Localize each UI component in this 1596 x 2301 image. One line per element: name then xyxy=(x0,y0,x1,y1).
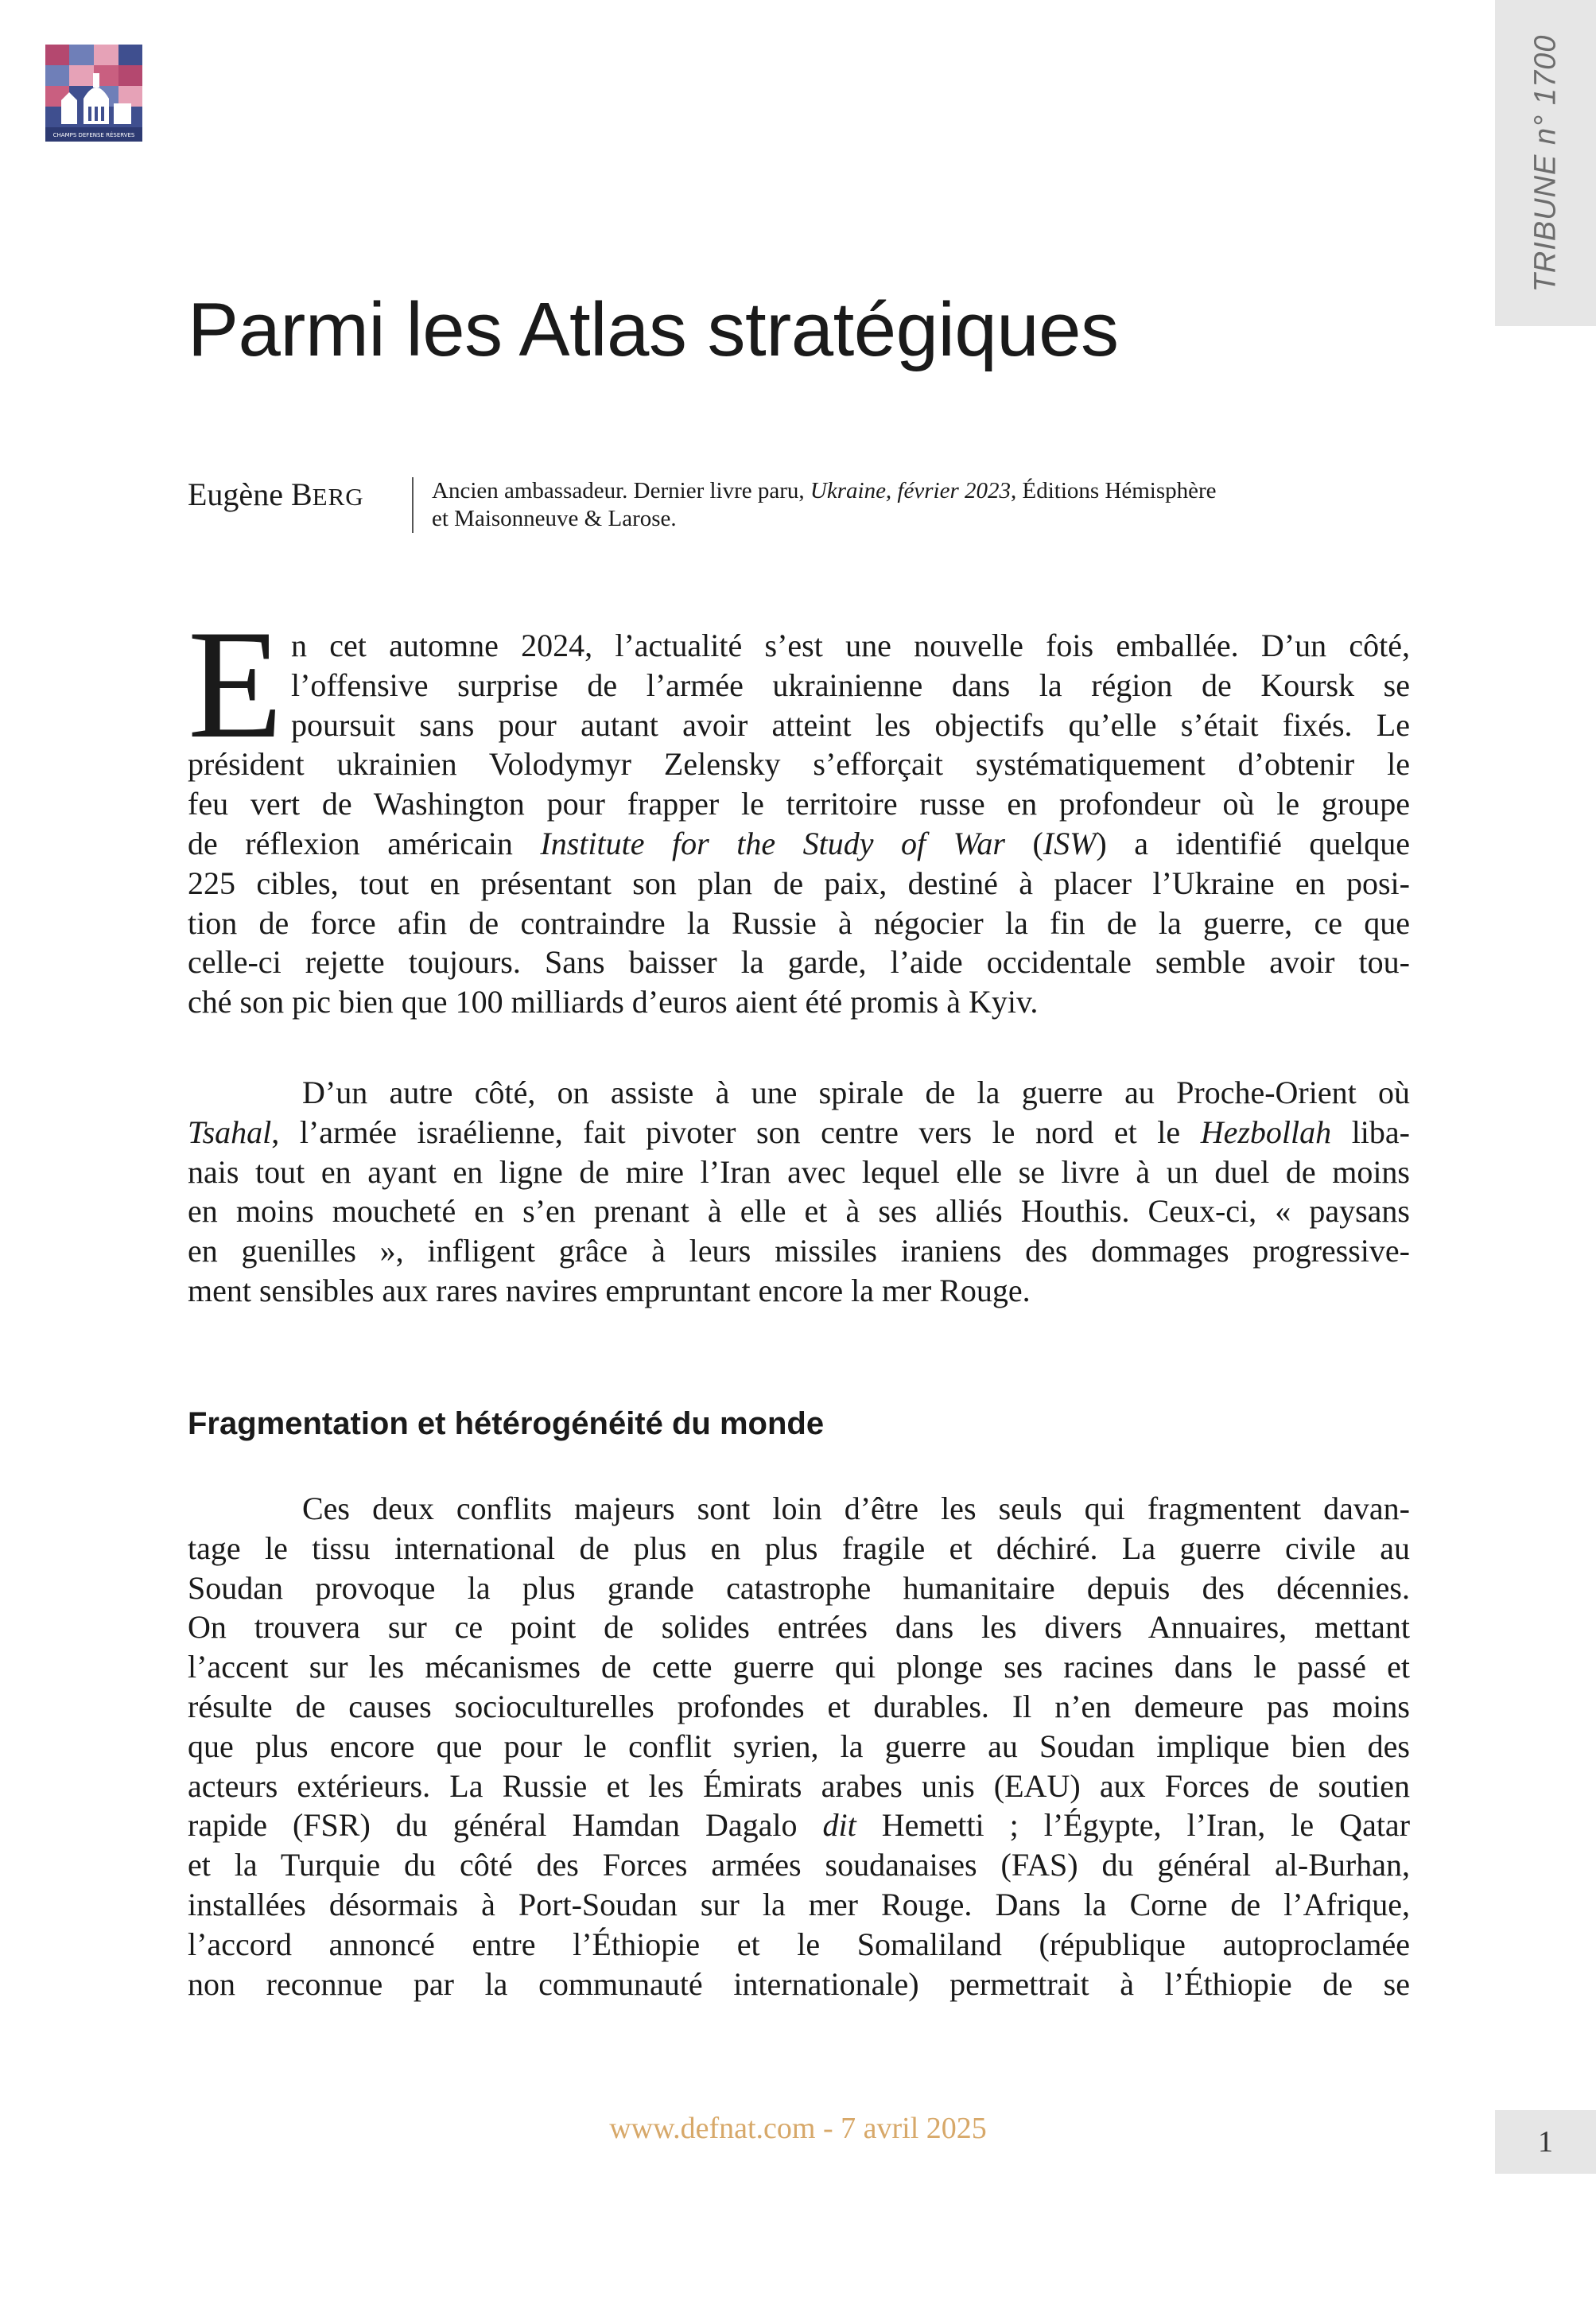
text-line: celle-ci rejette toujours. Sans baisser la garde, l’aide occidentale semble avoir tou- xyxy=(188,944,1410,981)
text-line xyxy=(188,1113,1410,1152)
italic-text: Institute for the Study of War xyxy=(540,825,1005,861)
text-line: n cet automne 2024, l’actualité s’est une nouvelle fois emballée. D’un côté, xyxy=(291,628,1410,663)
italic-text: dit xyxy=(822,1807,856,1844)
text-line: et la Turquie du côté des Forces armées soudanaises (FAS) du général al-Burhan, xyxy=(188,1847,1410,1883)
footer-link[interactable]: www.defnat.com - 7 avril 2025 xyxy=(609,2112,987,2145)
text-line: l’offensive surprise de l’armée ukrainienne dans la région de Koursk se xyxy=(291,667,1410,703)
paragraph-1 xyxy=(188,626,1410,1022)
text-line: que plus encore que pour le conflit syrien, la guerre au Soudan implique bien des xyxy=(188,1728,1410,1764)
text-line xyxy=(188,824,1410,864)
text-run: Hemetti ; l’Égypte, l’Iran, le Qatar xyxy=(856,1807,1411,1844)
text-line: tage le tissu international de plus en plus fragile et déchiré. La guerre civile au xyxy=(188,1529,1410,1566)
tribune-label: TRIBUNE n° 1700 xyxy=(1528,34,1562,292)
text-line: Soudan provoque la plus grande catastrophe humanitaire depuis des décennies. xyxy=(188,1569,1410,1606)
text-line: l’accent sur les mécanismes de cette guerre qui plonge ses racines dans le passé et xyxy=(188,1649,1410,1685)
text-line: président ukrainien Volodymyr Zelensky s’efforçait systématiquement d’obtenir le xyxy=(188,746,1410,783)
section-heading: Fragmentation et hétérogénéité du monde xyxy=(188,1406,825,1441)
text-line: 225 cibles, tout en présentant son plan de paix, destiné à placer l’Ukraine en posi- xyxy=(188,865,1410,901)
author-first-name: Eugène xyxy=(188,476,283,512)
italic-text: Tsahal xyxy=(188,1114,272,1150)
text-line: ché son pic bien que 100 milliards d’euros aient été promis à Kyiv. xyxy=(188,984,1039,1020)
sidebar-tab xyxy=(1495,0,1596,326)
paragraph-2 xyxy=(188,1073,1410,1311)
text-run: liba- xyxy=(1331,1114,1410,1150)
text-line: ment sensibles aux rares navires empruntant encore la mer Rouge. xyxy=(188,1272,1031,1308)
article-title: Parmi les Atlas stratégiques xyxy=(188,287,1119,372)
text-run: rapide (FSR) du général Hamdan Dagalo xyxy=(188,1807,823,1844)
text-line: en moins moucheté en s’en prenant à elle et à ses alliés Houthis. Ceux-ci, « paysans xyxy=(188,1193,1410,1230)
italic-text: ISW xyxy=(1043,825,1097,861)
text-run: de réflexion américain xyxy=(188,825,541,861)
author-divider xyxy=(412,477,414,533)
page-number: 1 xyxy=(1495,2110,1596,2174)
author-last-rest: ERG xyxy=(312,483,364,511)
text-line: en guenilles », infligent grâce à leurs missiles iraniens des dommages progressive- xyxy=(188,1233,1410,1269)
bio-book-title: Ukraine, février 2023 xyxy=(810,478,1011,503)
text-run: , l’armée israélienne, fait pivoter son centre vers le nord et le xyxy=(271,1114,1201,1150)
text-line: l’accord annoncé entre l’Éthiopie et le Somaliland (république autoproclamée xyxy=(188,1926,1410,1962)
text-line: Ces deux conflits majeurs sont loin d’être les seuls qui fragmentent davan- xyxy=(302,1491,1410,1526)
text-run: ) a identifié quelque xyxy=(1096,825,1410,861)
paragraph-3 xyxy=(188,1489,1410,2004)
text-line: non reconnue par la communauté internationale) permettrait à l’Éthiopie de se xyxy=(188,1965,1410,2002)
author-last-initial: B xyxy=(290,476,313,512)
text-line: D’un autre côté, on assiste à une spirale de la guerre au Proche-Orient où xyxy=(302,1075,1410,1110)
drop-cap: E xyxy=(188,598,283,771)
text-line: installées désormais à Port-Soudan sur la mer Rouge. Dans la Corne de l’Afrique, xyxy=(188,1886,1410,1922)
text-line xyxy=(188,1805,1410,1845)
text-line: nais tout en ayant en ligne de mire l’Iran avec lequel elle se livre à un duel de moins xyxy=(188,1153,1410,1190)
italic-text: Hezbollah xyxy=(1200,1114,1332,1150)
text-run: ( xyxy=(1004,825,1043,861)
author-name xyxy=(188,476,364,513)
author-bio xyxy=(432,477,1410,533)
text-line: acteurs extérieurs. La Russie et les Émirats arabes unis (EAU) aux Forces de soutien xyxy=(188,1767,1410,1804)
text-line: On trouvera sur ce point de solides entrées dans les divers Annuaires, mettant xyxy=(188,1609,1410,1646)
text-line: feu vert de Washington pour frapper le territoire russe en profondeur où le groupe xyxy=(188,786,1410,822)
bio-text: et Maisonneuve & Larose. xyxy=(432,506,677,531)
text-line: poursuit sans pour autant avoir atteint les objectifs qu’elle s’était fixés. Le xyxy=(291,706,1410,743)
text-line: résulte de causes socioculturelles profondes et durables. Il n’en demeure pas moins xyxy=(188,1688,1410,1724)
publication-logo xyxy=(45,45,142,142)
logo-caption: CHAMPS DEFENSE RÉSERVES xyxy=(52,132,135,138)
text-line: tion de force afin de contraindre la Russie à négocier la fin de la guerre, ce que xyxy=(188,904,1410,941)
bio-text: Ancien ambassadeur. Dernier livre paru, xyxy=(432,478,810,503)
bio-text: , Éditions Hémisphère xyxy=(1011,478,1217,503)
